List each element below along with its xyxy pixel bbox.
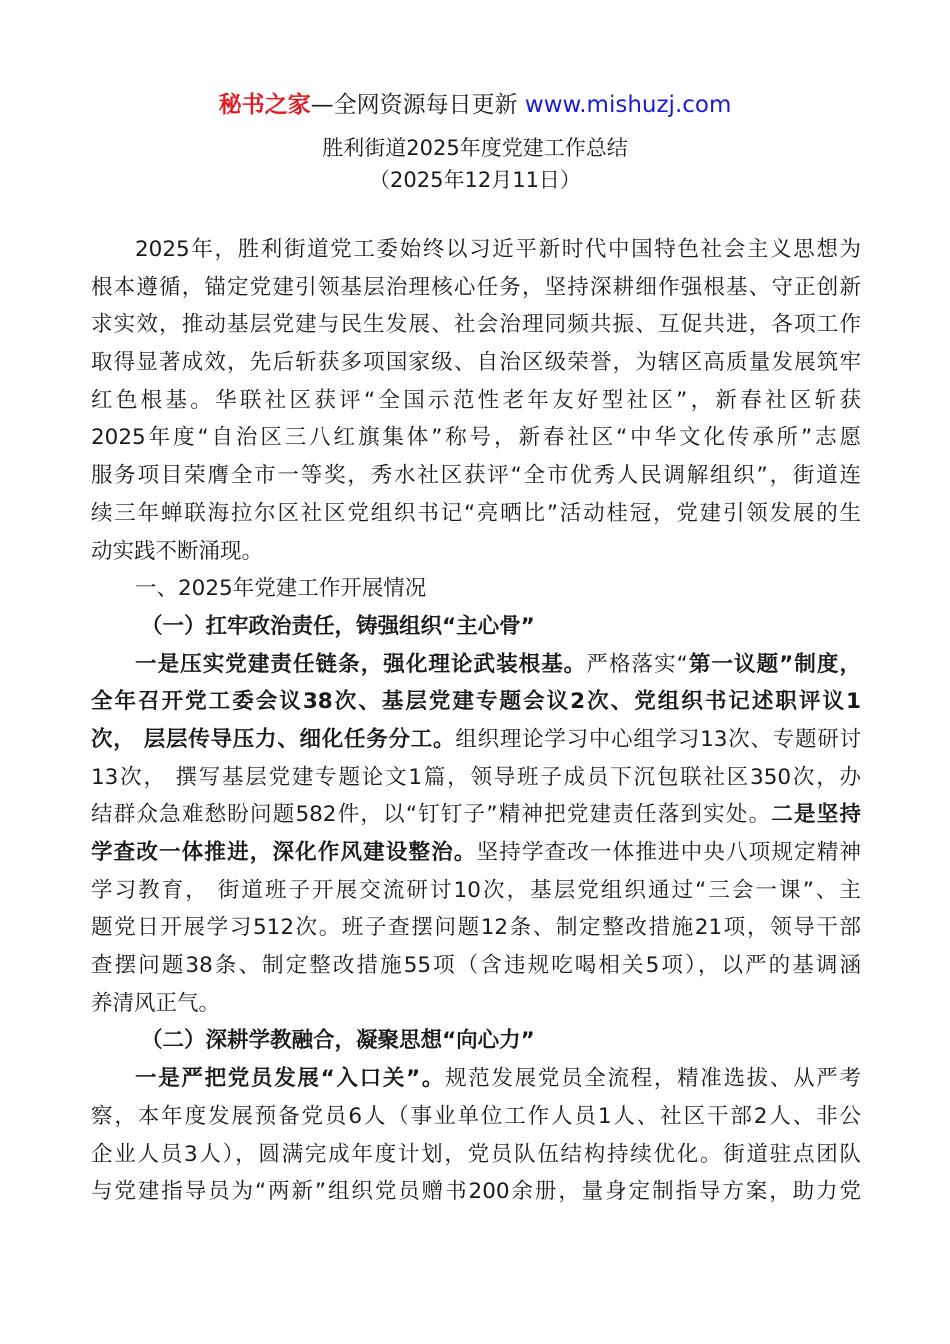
- text-line: [91, 608, 861, 646]
- document-date: （2025年12月11日）: [369, 168, 581, 192]
- text-line: [91, 570, 861, 608]
- text-line: [91, 683, 861, 721]
- text-segment: 题党日开展学习512次。班子查摆问题12条、制定整改措施21项，领导干部: [91, 915, 861, 941]
- bold-text-segment: （二）深耕学教融合，凝聚思想“向心力”: [141, 1028, 535, 1054]
- bold-text-segment: 一是压实党建责任链条，强化理论武装根基。: [135, 651, 587, 677]
- text-segment: 严格落实“: [586, 651, 688, 677]
- text-segment: 续三年蝉联海拉尔区社区党组织书记“亮晒比”活动桂冠，党建引领发展的生: [91, 500, 861, 526]
- text-line: [91, 985, 861, 1023]
- bold-text-segment: 学查改一体推进，深化作风建设整治。: [91, 840, 477, 865]
- text-line: [91, 646, 861, 684]
- document-body: [91, 231, 861, 1211]
- site-url-link[interactable]: www.mishuzj.com: [524, 92, 732, 118]
- text-segment: 根本遵循，锚定党建引领基层治理核心任务，坚持深耕细作强根基、守正创新: [91, 274, 861, 300]
- brand-name: 秘书之家: [218, 92, 311, 118]
- text-segment: 2025年，胜利街道党工委始终以习近平新时代中国特色社会主义思想为: [135, 237, 861, 262]
- text-line: [91, 909, 861, 947]
- text-segment: 结群众急难愁盼问题582件，以“钉钉子”精神把党建责任落到实处。: [91, 802, 772, 828]
- text-segment: 13次， 撰写基层党建专题论文1篇，领导班子成员下沉包联社区350次，办: [91, 764, 861, 790]
- text-segment: 动实践不断涌现。: [91, 538, 264, 564]
- text-segment: 一、2025年党建工作开展情况: [135, 576, 427, 602]
- text-line: [91, 1173, 861, 1211]
- text-segment: 坚持学查改一体推进中央八项规定精神: [476, 840, 861, 865]
- bold-text-segment: 次， 层层传导压力、细化任务分工。: [91, 726, 456, 752]
- text-line: [91, 495, 861, 533]
- text-line: [91, 231, 861, 269]
- bold-text-segment: （一）扛牢政治责任，铸强组织“主心骨”: [141, 613, 535, 639]
- text-line: [91, 533, 861, 571]
- text-segment: 2025年度“自治区三八红旗集体”称号，新春社区“中华文化传承所”志愿: [91, 425, 861, 451]
- text-line: [91, 306, 861, 344]
- text-segment: 取得显著成效，先后斩获多项国家级、自治区级荣誉，为辖区高质量发展筑牢: [91, 350, 861, 376]
- bold-text-segment: 第一议题”制度，: [687, 651, 861, 677]
- text-line: [91, 872, 861, 910]
- text-line: [91, 419, 861, 457]
- text-segment: 红色根基。华联社区获评“全国示范性老年友好型社区”，新春社区斩获: [91, 387, 861, 413]
- bold-text-segment: 全年召开党工委会议38次、基层党建专题会议2次、党组织书记述职评议1: [91, 689, 861, 715]
- text-segment: 规范发展党员全流程，精准选拔、从严考: [445, 1066, 861, 1092]
- text-line: [91, 1136, 861, 1174]
- text-line: [91, 834, 861, 872]
- bold-text-segment: 二是坚持: [771, 802, 861, 828]
- text-segment: 养清风正气。: [91, 990, 221, 1016]
- text-segment: 企业人员3人），圆满完成年度计划，党员队伍结构持续优化。街道驻点团队: [91, 1141, 861, 1167]
- text-line: [91, 947, 861, 985]
- text-segment: 与党建指导员为“两新”组织党员赠书200余册，量身定制指导方案，助力党: [91, 1179, 861, 1205]
- text-line: [91, 344, 861, 382]
- text-segment: 组织理论学习中心组学习13次、专题研讨: [455, 726, 861, 752]
- text-segment: 查摆问题38条、制定整改措施55项（含违规吃喝相关5项），以严的基调涵: [91, 953, 861, 979]
- text-line: [91, 457, 861, 495]
- bold-text-segment: 一是严把党员发展“入口关”。: [135, 1066, 446, 1092]
- banner-tagline: —全网资源每日更新: [310, 92, 525, 118]
- text-line: [91, 759, 861, 797]
- text-line: [91, 269, 861, 307]
- text-line: [91, 796, 861, 834]
- text-line: [91, 721, 861, 759]
- document-title: 胜利街道2025年度党建工作总结: [322, 136, 628, 160]
- text-line: [91, 1098, 861, 1136]
- text-line: [91, 1060, 861, 1098]
- text-segment: 求实效，推动基层党建与民生发展、社会治理同频共振、互促共进，各项工作: [91, 312, 861, 338]
- text-segment: 察，本年度发展预备党员6人（事业单位工作人员1人、社区干部2人、非公: [91, 1103, 861, 1129]
- text-segment: 服务项目荣膺全市一等奖，秀水社区获评“全市优秀人民调解组织”，街道连: [91, 463, 861, 489]
- text-line: [91, 382, 861, 420]
- site-banner: [0, 88, 950, 122]
- text-segment: 学习教育， 街道班子开展交流研讨10次，基层党组织通过“三会一课”、主: [91, 877, 861, 903]
- text-line: [91, 1022, 861, 1060]
